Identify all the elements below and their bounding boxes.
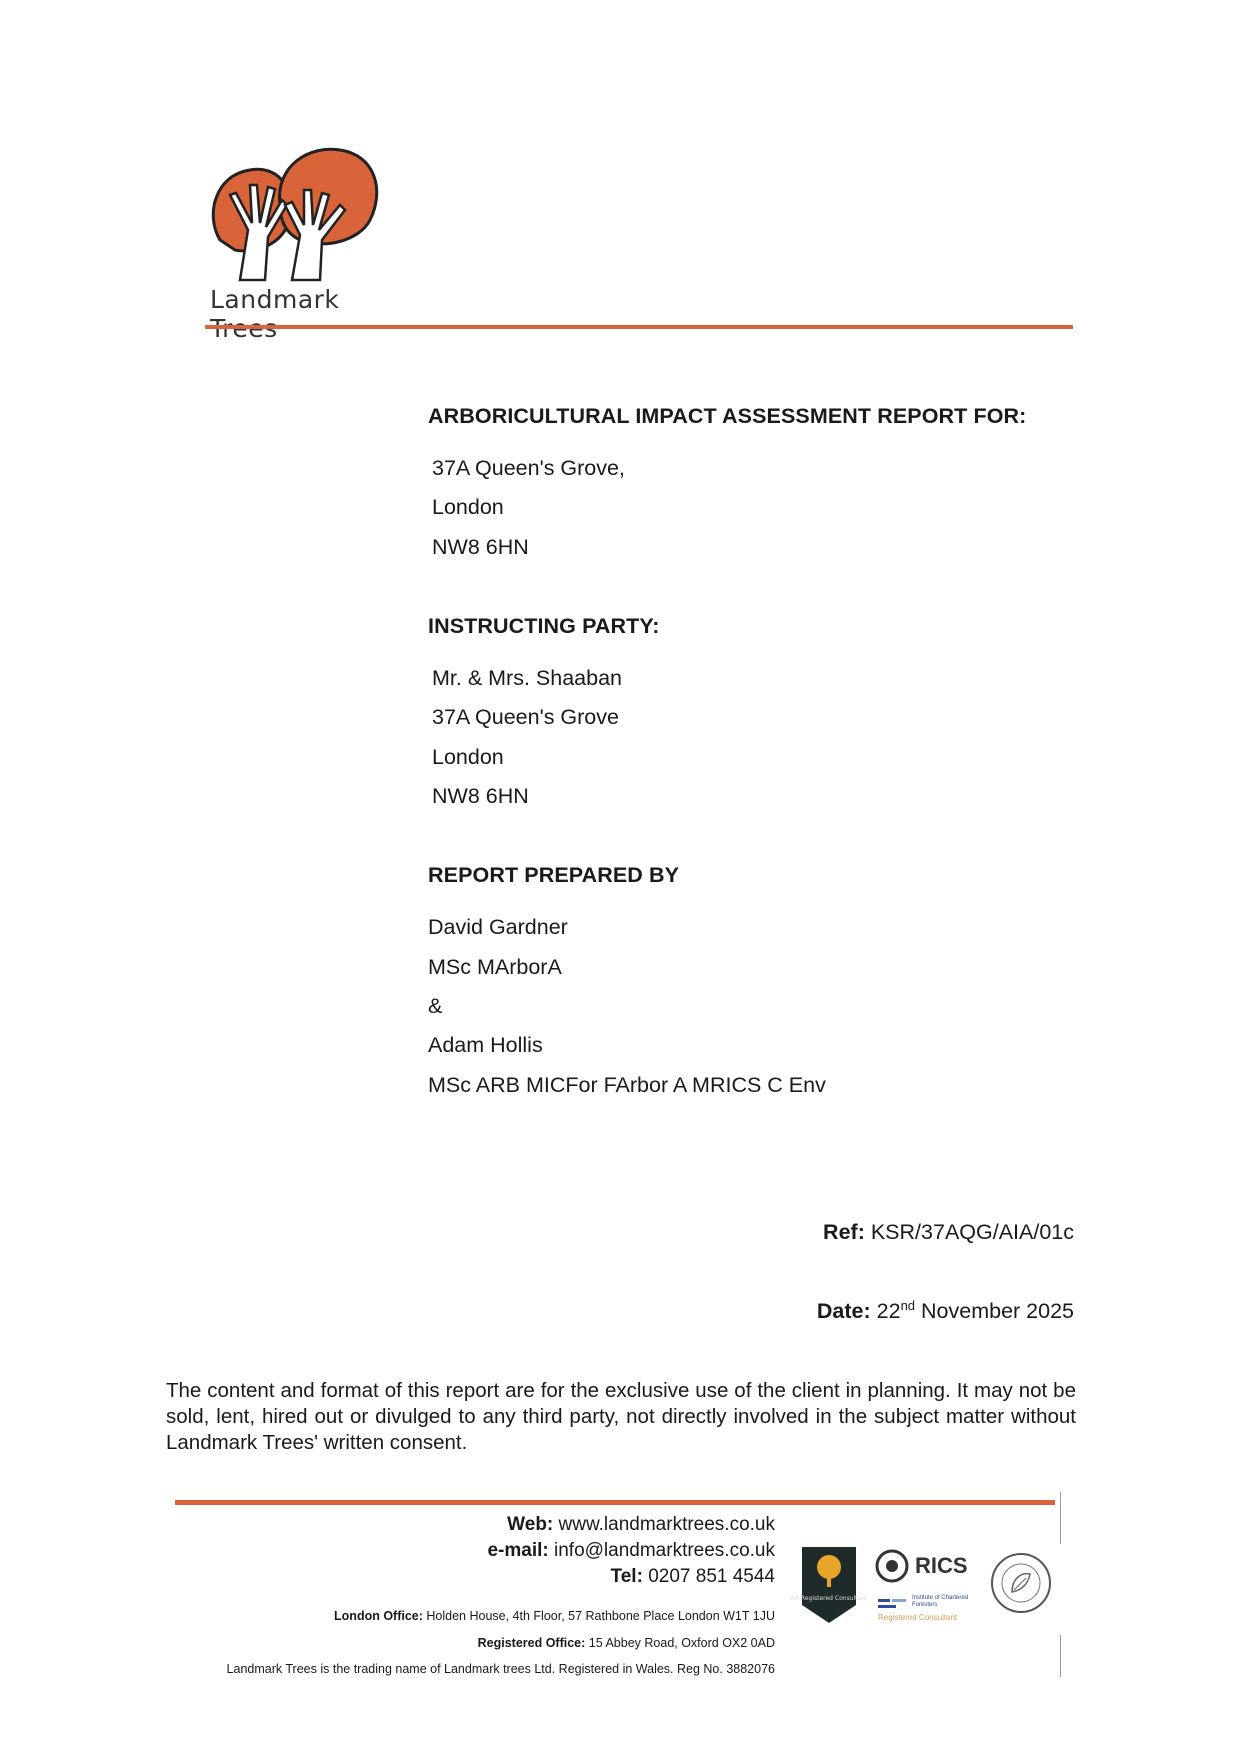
web-contact: Web: www.landmarktrees.co.uk [507, 1514, 775, 1535]
author-line: David Gardner [428, 915, 568, 939]
horticulture-seal-icon [990, 1548, 1052, 1618]
logo-wordmark: Landmark [210, 285, 340, 314]
address-line: London [432, 495, 504, 519]
report-date: Date: 22nd November 2025 [816, 1298, 1074, 1324]
client-line: NW8 6HN [432, 784, 529, 808]
author-line: Adam Hollis [428, 1033, 543, 1057]
svg-text:AA Registered Consultant: AA Registered Consultant [790, 1595, 868, 1602]
author-line: MSc MArborA [428, 955, 562, 979]
phone-contact: Tel: 0207 851 4544 [610, 1566, 775, 1587]
header-divider [205, 325, 1073, 329]
company-logo [200, 125, 415, 325]
icf-badge: Institute of Chartered Foresters Registered Consultant [878, 1595, 969, 1622]
aa-badge-icon [790, 1545, 868, 1625]
prepared-by-heading: REPORT PREPARED BY [428, 863, 680, 887]
footer-divider [175, 1500, 1055, 1505]
footer-vertical-rule [1060, 1635, 1061, 1677]
rics-badge: RICS [875, 1548, 980, 1584]
disclaimer: The content and format of this report are for the exclusive use of the client in planning. It may not be sold, lent, hired out or divulged to any third party, not directly involved in the subject matter without Landmark Trees' written consent. [166, 1379, 1076, 1454]
icf-logo-icon [878, 1597, 908, 1613]
registered-office: Registered Office: 15 Abbey Road, Oxford OX2 0AD [477, 1636, 775, 1650]
client-line: London [432, 745, 504, 769]
author-line: & [428, 994, 443, 1018]
client-line: Mr. & Mrs. Shaaban [432, 666, 622, 690]
author-line: MSc ARB MICFor FArbor A MRICS C Env [428, 1073, 826, 1097]
email-contact: e-mail: info@landmarktrees.co.uk [487, 1540, 775, 1561]
address-line: NW8 6HN [432, 535, 529, 559]
trading-name: Landmark Trees is the trading name of Landmark trees Ltd. Registered in Wales. Reg No. 3882076 [226, 1662, 775, 1676]
footer-vertical-rule [1060, 1492, 1061, 1544]
address-line: 37A Queen's Grove, [432, 456, 625, 480]
institute-of-horticulture-badge [990, 1548, 1052, 1618]
email-link[interactable]: info@landmarktrees.co.uk [554, 1540, 775, 1561]
reference: Ref: KSR/37AQG/AIA/01c [823, 1220, 1074, 1244]
web-link[interactable]: www.landmarktrees.co.uk [558, 1514, 775, 1535]
report-for-heading: ARBORICULTURAL IMPACT ASSESSMENT REPORT FOR: [428, 404, 1027, 428]
london-office: London Office: Holden House, 4th Floor, 57 Rathbone Place London W1T 1JU [334, 1609, 775, 1623]
client-line: 37A Queen's Grove [432, 705, 619, 729]
instructing-party-heading: INSTRUCTING PARTY: [428, 614, 660, 638]
